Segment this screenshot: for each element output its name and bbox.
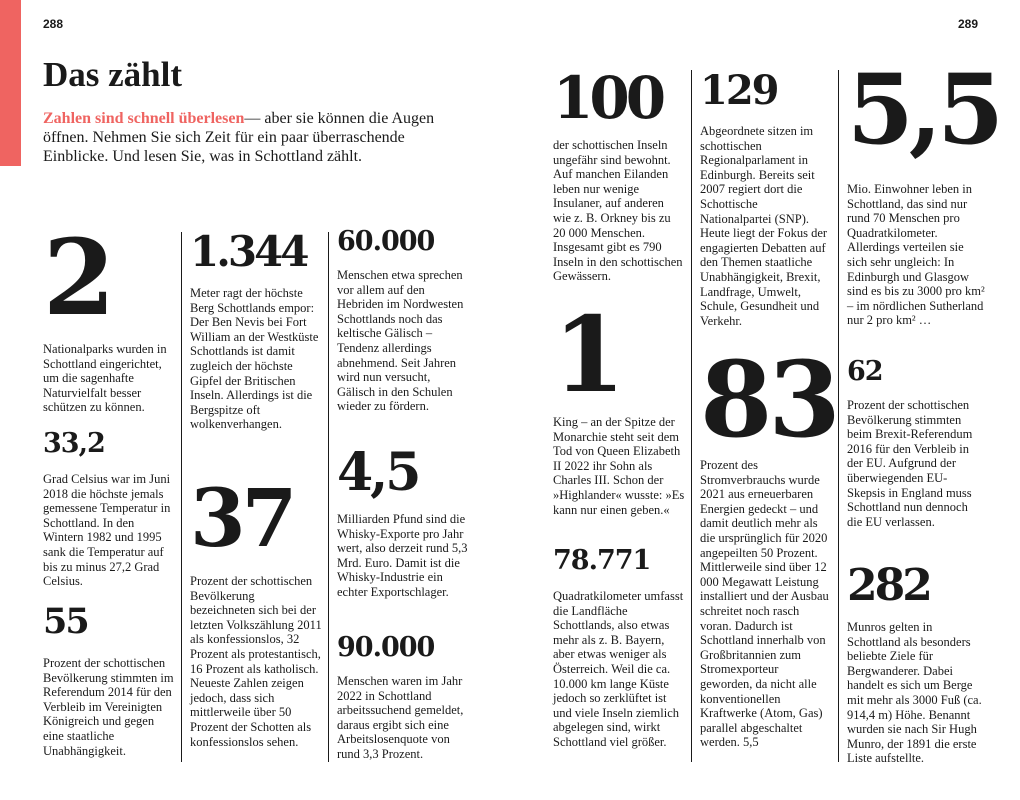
fact-text: Quadratkilometer umfasst die Landfläche Schottlands, also etwas mehr als z. B. Bayern, aber etwas weniger als Österreich. Weil die ca. 10.000 km lange Küste jedoch so zerklüftet ist und viele Inseln ziemlich abgelegen sind, wirkt Schottland viel größer. [553,589,684,749]
page-number-left: 288 [43,17,64,31]
intro-paragraph [43,109,443,166]
fact-text: Menschen etwa sprechen vor allem auf den Hebriden im Nordwesten Schottlands noch das keltische Gälisch – Tendenz allerdings abnehmend. Seit Jahren wird nun versucht, Gälisch in den Schulen wieder zu fördern. [337,268,464,414]
fact-number: 37 [190,471,294,565]
fact-number: 1 [553,293,620,416]
fact-text: Menschen waren im Jahr 2022 in Schottland arbeitssuchend gemeldet, daraus ergibt sich eine Arbeitslosenquote von rund 3,3 Prozent. [337,674,464,761]
fact-text: Meter ragt der höchste Berg Schottlands empor: Der Ben Nevis bei Fort William an der Westküste Schottlands ist damit zugleich der höchste Gipfel der Britischen Inseln. Allerdings ist die Bergspitze oft wolkenverhangen. [190,286,319,432]
accent-bar [0,0,21,166]
fact-text: Prozent der schottischen Bevölkerung stimmten im Referendum 2014 für den Verbleib im Vereinigten Königreich und gegen eine staatliche Unabhängigkeit. [43,656,174,758]
fact-block [553,62,685,284]
column-divider [691,70,692,762]
fact-block [337,632,471,762]
column-divider [328,232,329,762]
fact-number: 60.000 [337,226,435,257]
fact-block [553,293,685,517]
fact-text: Munros gelten in Schottland als besonders beliebte Ziele für Bergwanderer. Dabei handelt es sich um Berge mit mehr als 3000 Fuß (ca. 914,4 m) Höhe. Benannt wurden sie nach Sir Hugh Munro, der 1891 die erste Liste aufstellte. [847,620,982,766]
column-divider [181,232,182,762]
fact-number: 282 [847,560,930,611]
page-number-right: 289 [957,17,978,31]
page-title: Das zählt [43,55,183,94]
fact-text: der schottischen Inseln ungefähr sind bewohnt. Auf manchen Eilanden leben nur wenige Insulaner, auf anderen wie z. B. Orkney bis zu 20 000 Menschen. Insgesamt gibt es 790 Inseln in den schottischen Gewässern. [553,138,683,284]
fact-number: 33,2 [43,428,105,459]
fact-block [43,216,175,415]
fact-number: 129 [700,67,778,114]
intro-text: — aber sie können die Augen öffnen. Nehmen Sie sich Zeit für ein paar überraschende Einblicke. Und lesen Sie, was in Schottland zählt. [43,110,435,165]
fact-block [553,545,685,750]
fact-number: 62 [847,356,883,387]
fact-block [700,68,832,328]
fact-number: 55 [43,601,88,642]
fact-block [190,470,322,749]
fact-text: Prozent der schottischen Bevölkerung bezeichneten sich bei der letzten Volkszählung 2011 als konfessionslos, 32 Prozent als protestantisch, 16 Prozent als katholisch. Neueste Zahlen zeigen jedoch, dass sich mittlerweile über 50 Prozent der Schotten als konfessionslos sehen. [190,574,322,749]
fact-block [190,226,322,432]
fact-text: Abgeordnete sitzen im schottischen Regionalparlament in Edinburgh. Bereits seit 2007 regiert dort die Schottische Nationalpartei (SNP). Heute liegt der Fokus der engagierten Debatten auf den Themen staatliche Unabhängigkeit, Brexit, Landfrage, Umwelt, Schule, Gesundheit und Verkehr. [700,124,828,328]
fact-text: Mio. Einwohner leben in Schottland, das sind nur rund 70 Menschen pro Quadratkilometer. Allerdings verteilen sie sich sehr ungleich: In Edinburgh und Glasgow sind es bis zu 3000 pro km² – im nördlichen Sutherland nur 2 pro km² … [847,182,985,328]
fact-number: 2 [43,216,110,339]
fact-number: 78.771 [553,545,651,576]
intro-highlight: Zahlen sind schnell überlesen [43,110,245,127]
fact-number: 90.000 [337,632,435,663]
fact-text: Prozent der schottischen Bevölkerung stimmten beim Brexit-Referendum 2016 für den Verbleib in der EU. Aufgrund der überwiegenden EU-Skepsis in England muss Schottland nun dennoch die EU verlassen. [847,398,973,529]
fact-block [700,338,837,750]
fact-number: 4,5 [337,442,419,503]
fact-block [43,428,175,589]
fact-number: 83 [700,338,837,461]
fact-number: 1.344 [190,227,307,276]
fact-number: 5,5 [847,53,1000,166]
fact-block [847,560,985,766]
fact-text: Nationalparks wurden in Schottland eingerichtet, um die sagenhafte Naturvielfalt besser schützen zu können. [43,342,167,415]
fact-block [847,53,1000,328]
column-divider [838,70,839,762]
fact-text: Grad Celsius war im Juni 2018 die höchste jemals gemessene Temperatur in Schottland. In den Wintern 1982 und 1995 sank die Temperatur auf bis zu minus 27,2 Grad Celsius. [43,472,171,589]
fact-block [337,440,471,600]
fact-block [337,226,471,414]
fact-text: Milliarden Pfund sind die Whisky-Exporte pro Jahr wert, also derzeit rund 5,3 Mrd. Euro. Damit ist die Whisky-Industrie ein echter Exportschlager. [337,512,468,599]
fact-block [43,602,175,758]
fact-block [847,356,985,529]
fact-text: Prozent des Stromverbrauchs wurde 2021 aus erneuerbaren Energien gedeckt – und damit deutlich mehr als die ursprünglich für 2020 angepeilten 50 Prozent. Mittlerweile sind über 12 000 Megawatt Leistung installiert und der Ausbau schreitet noch rasch voran. Dadurch ist Schottland innerhalb von Großbritannien zum Stromexporteur geworden, da nicht alle konventionellen Kraftwerke (Atom, Gas) parallel abgeschaltet werden. 5,5 [700,458,829,750]
fact-text: King – an der Spitze der Monarchie steht seit dem Tod von Queen Elizabeth II 2022 ihr Sohn als Charles III. Schon der »Highlander« wusste: »Es kann nur einen geben.« [553,415,685,517]
fact-number: 100 [553,64,663,132]
